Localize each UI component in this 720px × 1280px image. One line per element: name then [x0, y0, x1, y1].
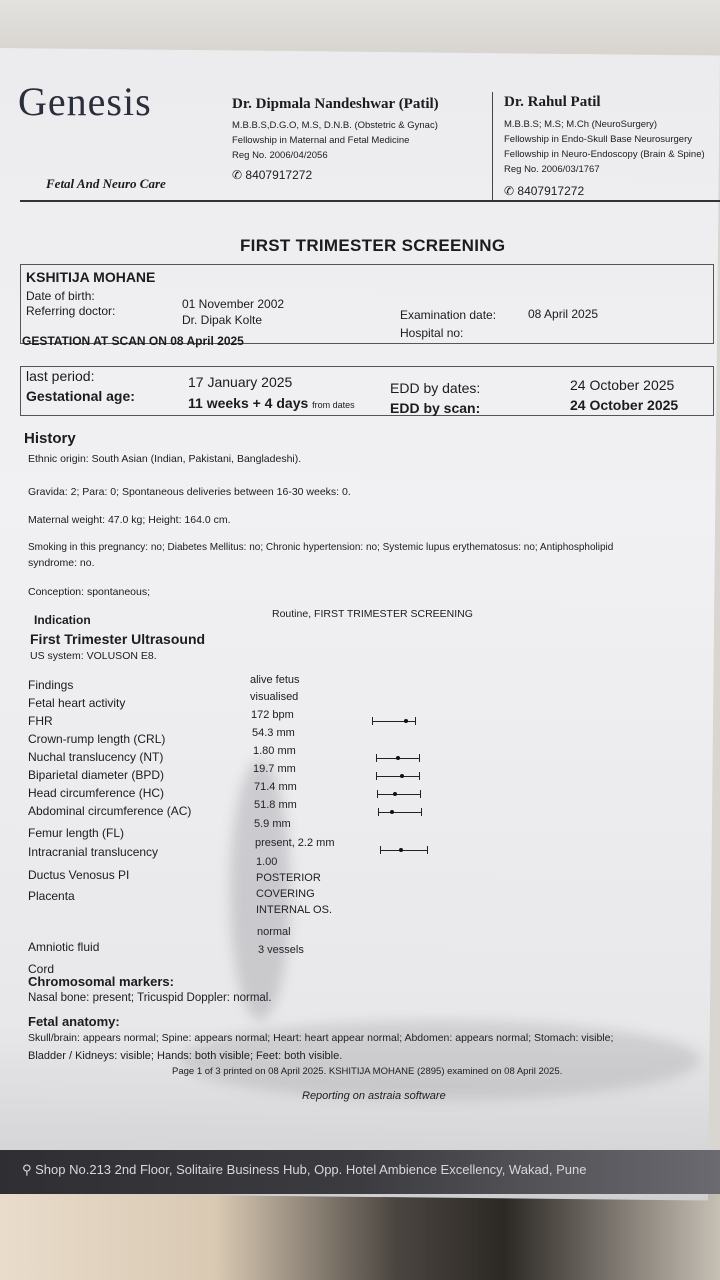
doctor2-phone: ✆ 8407917272: [504, 184, 585, 198]
dob-value: 01 November 2002: [182, 297, 285, 311]
row-value: normal: [257, 926, 291, 938]
row-value: 172 bpm: [251, 709, 294, 721]
doctor2-fellowship2: Fellowship in Neuro-Endoscopy (Brain & Spine): [504, 149, 705, 160]
row-label: Head circumference (HC): [28, 786, 165, 800]
range-dot: [390, 810, 394, 814]
row-label: Biparietal diameter (BPD): [28, 768, 165, 782]
ultrasound-heading: First Trimester Ultrasound: [30, 631, 206, 647]
row-label: Placenta: [28, 889, 75, 903]
last-period-value: 17 January 2025: [188, 374, 293, 390]
software-note: Reporting on astraia software: [302, 1090, 446, 1102]
exam-date-label: Examination date:: [400, 308, 497, 322]
exam-date-value: 08 April 2025: [528, 307, 599, 321]
chromosomal-markers-heading: Chromosomal markers:: [28, 974, 174, 989]
patient-name: KSHITIJA MOHANE: [26, 269, 156, 285]
row-label: Femur length (FL): [28, 826, 125, 840]
range-dot: [399, 848, 403, 852]
clinic-address: ⚲ Shop No.213 2nd Floor, Solitaire Business Hub, Opp. Hotel Ambience Excellency, Wakad, Pune: [22, 1162, 587, 1177]
clinic-logo: Genesis: [18, 79, 152, 124]
location-pin-icon: ⚲: [22, 1162, 36, 1177]
conception: Conception: spontaneous;: [28, 586, 151, 598]
row-value: alive fetus: [250, 674, 300, 686]
range-dot: [393, 792, 397, 796]
maternal-weight: Maternal weight: 47.0 kg; Height: 164.0 cm.: [28, 514, 231, 526]
placenta-extra: COVERING: [256, 888, 315, 900]
risk-factors-line2: syndrome: no.: [28, 557, 95, 569]
doctor1-phone: ✆ 8407917272: [232, 168, 313, 182]
referring-value: Dr. Dipak Kolte: [182, 313, 263, 327]
row-value: 3 vessels: [258, 944, 304, 956]
doctor1-reg: Reg No. 2006/04/2056: [232, 150, 328, 161]
row-value: 1.80 mm: [253, 745, 296, 757]
doctor1-fellowship: Fellowship in Maternal and Fetal Medicine: [232, 135, 410, 146]
row-label: Intracranial translucency: [28, 845, 159, 859]
fetal-anatomy-heading: Fetal anatomy:: [28, 1014, 120, 1029]
doctor2-name: Dr. Rahul Patil: [504, 94, 601, 110]
range-dot: [400, 774, 404, 778]
whatsapp-icon: ✆: [232, 168, 246, 182]
edd-dates-label: EDD by dates:: [390, 380, 481, 396]
gravida-line: Gravida: 2; Para: 0; Spontaneous deliveries between 16-30 weeks: 0.: [28, 486, 351, 498]
fetal-anatomy-line1: Skull/brain: appears normal; Spine: appears normal; Heart: heart appear normal; Abdomen: appears normal; Stomach: visible;: [28, 1032, 614, 1044]
us-system: US system: VOLUSON E8.: [30, 650, 157, 662]
placenta-extra: INTERNAL OS.: [256, 904, 332, 916]
chromosomal-markers-text: Nasal bone: present; Tricuspid Doppler: normal.: [28, 992, 272, 1004]
row-value: present, 2.2 mm: [255, 837, 335, 849]
history-heading: History: [24, 430, 76, 447]
doctor2-fellowship1: Fellowship in Endo-Skull Base Neurosurgery: [504, 134, 692, 145]
row-value: POSTERIOR: [256, 872, 321, 884]
gestational-age-label: Gestational age:: [26, 388, 135, 404]
row-label: FHR: [28, 714, 53, 728]
row-value: 54.3 mm: [252, 727, 295, 739]
row-label: Abdominal circumference (AC): [28, 804, 192, 818]
row-label: Nuchal translucency (NT): [28, 750, 164, 764]
risk-factors-line1: Smoking in this pregnancy: no; Diabetes Mellitus: no; Chronic hypertension: no; Systemic lupus erythematosus: no; Antiphospholipid: [28, 542, 614, 553]
row-value: 71.4 mm: [254, 781, 297, 793]
header-divider: [492, 92, 493, 202]
doctor1-qualification: M.B.B.S,D.G.O, M.S, D.N.B. (Obstetric & Gynac): [232, 120, 438, 131]
hospital-no-label: Hospital no:: [400, 326, 464, 340]
doctor1-name: Dr. Dipmala Nandeshwar (Patil): [232, 96, 439, 112]
ethnic-origin: Ethnic origin: South Asian (Indian, Pakistani, Bangladeshi).: [28, 453, 302, 465]
row-label: Findings: [28, 678, 74, 692]
page-info: Page 1 of 3 printed on 08 April 2025. KSHITIJA MOHANE (2895) examined on 08 April 2025.: [172, 1066, 563, 1077]
clinic-tagline: Fetal And Neuro Care: [46, 176, 166, 191]
gestation-heading: GESTATION AT SCAN ON 08 April 2025: [22, 334, 244, 348]
edd-scan-label: EDD by scan:: [390, 400, 481, 416]
gestational-age-value: 11 weeks + 4 days from dates: [188, 395, 355, 411]
edd-dates-value: 24 October 2025: [570, 377, 675, 393]
row-label: Ductus Venosus PI: [28, 868, 130, 882]
row-label: Cord: [28, 962, 55, 976]
dob-label: Date of birth:: [26, 289, 95, 303]
edd-scan-value: 24 October 2025: [570, 397, 679, 413]
referring-label: Referring doctor:: [26, 304, 116, 318]
whatsapp-icon: ✆: [504, 184, 518, 198]
row-value: visualised: [250, 691, 299, 703]
last-period-label: last period:: [26, 368, 95, 384]
header-rule: [20, 200, 720, 202]
row-value: 19.7 mm: [253, 763, 296, 775]
doctor2-qualification: M.B.B.S; M.S; M.Ch (NeuroSurgery): [504, 119, 658, 130]
report-title: FIRST TRIMESTER SCREENING: [240, 236, 506, 255]
indication-value: Routine, FIRST TRIMESTER SCREENING: [272, 608, 473, 620]
range-dot: [404, 719, 408, 723]
row-label: Amniotic fluid: [28, 940, 100, 954]
row-label: Fetal heart activity: [28, 696, 126, 710]
indication-label: Indication: [34, 613, 91, 627]
print-smudge: [180, 1020, 700, 1100]
fetal-anatomy-line2: Bladder / Kidneys: visible; Hands: both visible; Feet: both visible.: [28, 1050, 343, 1062]
range-dot: [396, 756, 400, 760]
row-value: 51.8 mm: [254, 799, 297, 811]
row-value: 1.00: [256, 856, 278, 868]
row-value: 5.9 mm: [254, 818, 291, 830]
print-smudge: [230, 760, 290, 1020]
doctor2-reg: Reg No. 2006/03/1767: [504, 164, 600, 175]
row-label: Crown-rump length (CRL): [28, 732, 166, 746]
